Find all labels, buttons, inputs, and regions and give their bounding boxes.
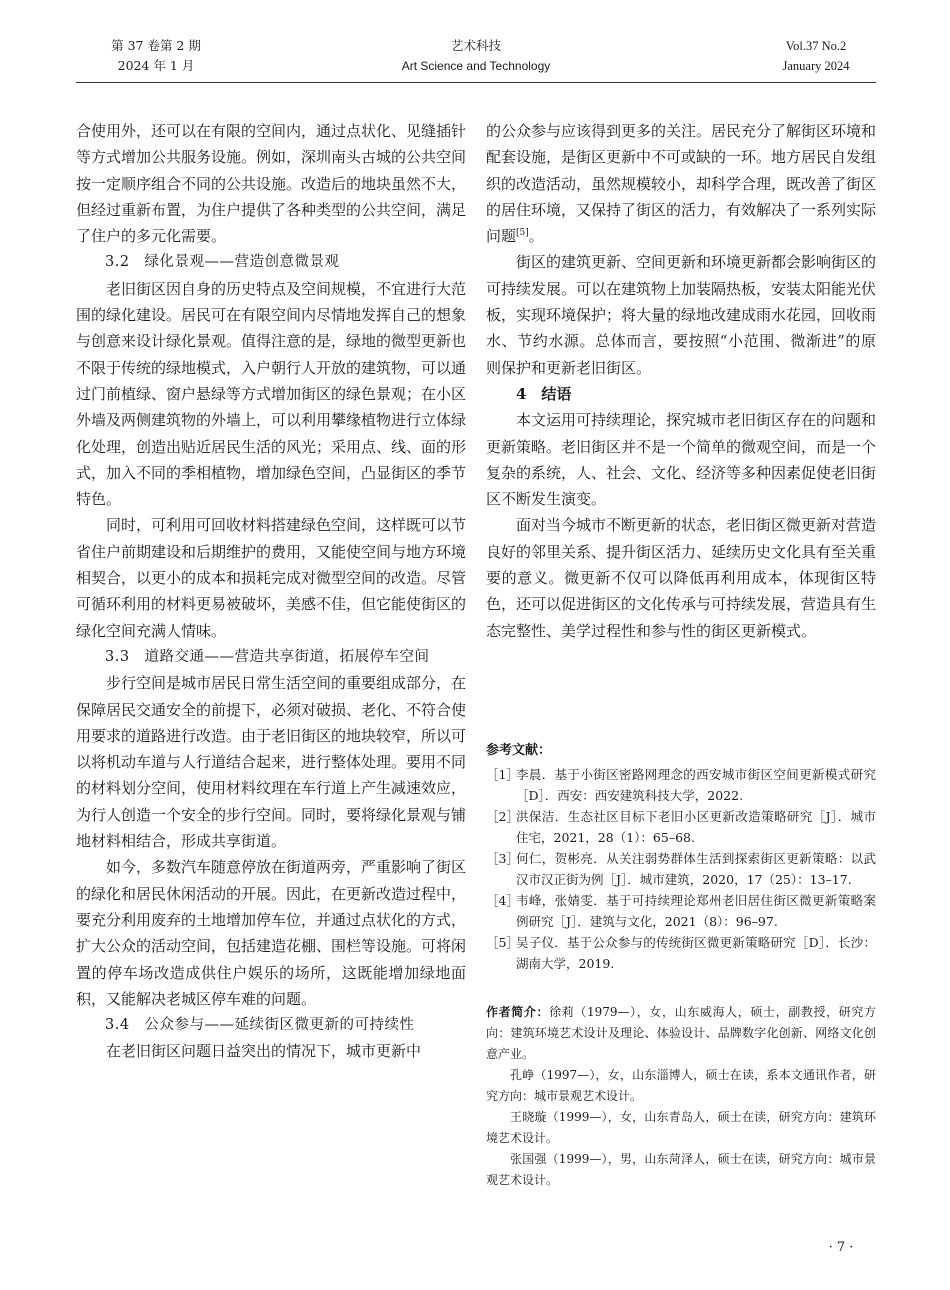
section-heading-3-2: 3.2 绿化景观——营造创意微景观 (105, 254, 340, 271)
reference-number: ［3］ (486, 851, 519, 866)
paragraph: 同时，可利用可回收材料搭建绿色空间，这样既可以节省住户前期建设和后期维护的费用，又能使空间与地方环境相契合，以更小的成本和损耗完成对微型空间的改造。尽管可循环利用的材料更易被破坏，美感不佳，但它能使街区的绿化空间充满人情味。 (76, 516, 467, 640)
reference-text: 洪保洁．生态社区目标下老旧小区更新改造策略研究［J］．城市住宅，2021，28（1）：65–68. (516, 809, 876, 845)
issue-date: 2024 年 1 月 (117, 58, 195, 73)
paragraph: 本文运用可持续理论，探究城市老旧街区存在的问题和更新策略。老旧街区并不是一个简单的微观空间，而是一个复杂的系统，人、社会、文化、经济等多种因素促使老旧街区不断发生演变。 (486, 411, 877, 509)
author-bio-text: 徐莉（1979—），女，山东威海人，硕士，副教授，研究方向：建筑环境艺术设计及理论、体验设计、品牌数字化创新、网络文化创意产业。 (486, 1005, 876, 1061)
author-bio-entry: 张国强（1999—），男，山东菏泽人，硕士在读，研究方向：城市景观艺术设计。 (486, 1152, 876, 1187)
references-title: 参考文献： (486, 743, 552, 758)
citation-link[interactable]: [5] (516, 228, 529, 239)
paragraph: 合使用外，还可以在有限的空间内，通过点状化、见缝插针等方式增加公共服务设施。例如，深圳南头古城的公共空间按一定顺序组合不同的公共设施。改造后的地块虽然不大，但经过重新布置，为住户提供了各种类型的公共空间，满足了住户的多元化需要。 (76, 122, 467, 246)
reference-item (486, 848, 876, 890)
paragraph-text: 的公众参与应该得到更多的关注。居民充分了解街区环境和配套设施，是街区更新中不可或缺的一环。地方居民自发组织的改造活动，虽然规模较小，却科学合理，既改善了街区的居住环境，又保持了街区的活力，有效解决了一系列实际问题 (486, 122, 877, 246)
paragraph: 在老旧街区问题日益突出的情况下，城市更新中 (106, 1042, 422, 1061)
left-column (76, 118, 466, 1065)
reference-text: 韦峰，张婧雯．基于可持续理论郑州老旧居住街区微更新策略案例研究［J］．建筑与文化，2021（8）：96–97. (516, 893, 876, 929)
author-bio-label: 作者简介： (486, 1005, 550, 1019)
journal-title (376, 36, 576, 76)
running-header (76, 36, 876, 80)
date-en: January 2024 (782, 59, 850, 73)
reference-item (486, 764, 876, 806)
section-heading-4: 4 结语 (516, 384, 572, 403)
paragraph: 老旧街区因自身的历史特点及空间规模，不宜进行大范围的绿化建设。居民可在有限空间内尽情地发挥自己的想象与创意来设计绿化景观。值得注意的是，绿地的微型更新也不限于传统的绿地模式，入户朝行人开放的建筑物，可以通过门前植绿、窗户悬绿等方式增加街区的绿色景观；在小区外墙及两侧建筑物的外墙上，可以利用攀缘植物进行立体绿化处理，创造出贴近居民生活的风光；采用点、线、面的形式，加入不同的季相植物，增加绿色空间，凸显街区的季节特色。 (76, 279, 467, 509)
volume-issue: 第 37 卷第 2 期 (111, 38, 201, 53)
reference-item (486, 932, 876, 974)
right-column (486, 118, 876, 644)
reference-text: 李晨．基于小街区密路网理念的西安城市街区空间更新模式研究［D］．西安：西安建筑科技大学，2022. (516, 767, 876, 803)
paragraph: 如今，多数汽车随意停放在街道两旁，严重影响了街区的绿化和居民休闲活动的开展。因此，在更新改造过程中，要充分利用废弃的土地增加停车位，并通过点状化的方式，扩大公众的活动空间，包括建造花棚、围栏等设施。可将闲置的停车场改造成供住户娱乐的场所，这既能增加绿地面积，又能解决老城区停车难的问题。 (76, 858, 467, 1008)
journal-volume-en (756, 36, 876, 76)
reference-number: ［2］ (486, 809, 519, 824)
reference-text: 何仁，贺彬亮．从关注弱势群体生活到探索街区更新策略：以武汉市汉正街为例［J］．城市建筑，2020，17（25）：13–17. (516, 851, 876, 887)
reference-number: ［5］ (486, 935, 519, 950)
reference-number: ［1］ (486, 767, 519, 782)
paragraph (486, 118, 876, 249)
journal-title-en: Art Science and Technology (401, 59, 551, 73)
page-number: · 7 · (828, 1240, 854, 1255)
header-rule (76, 82, 876, 83)
paragraph-end: 。 (528, 227, 544, 246)
references-section (486, 740, 876, 974)
author-bio (486, 1002, 876, 1191)
author-bio-entry: 孔峥（1997—），女，山东淄博人，硕士在读，系本文通讯作者，研究方向：城市景观艺术设计。 (486, 1068, 876, 1103)
section-heading-3-4: 3.4 公众参与——延续街区微更新的可持续性 (105, 1017, 415, 1034)
paragraph: 步行空间是城市居民日常生活空间的重要组成部分，在保障居民交通安全的前提下，必须对破损、老化、不符合使用要求的道路进行改造。由于老旧街区的地块较窄，所以可以将机动车道与人行道结合起来，进行整体处理。要用不同的材料划分空间，使用材料纹理在车行道上产生减速效应，为行人创造一个安全的步行空间。同时，要将绿化景观与铺地材料相结合，形成共享街道。 (76, 674, 467, 851)
reference-item (486, 806, 876, 848)
reference-number: ［4］ (486, 893, 519, 908)
journal-issue (76, 36, 236, 76)
paragraph: 街区的建筑更新、空间更新和环境更新都会影响街区的可持续发展。可以在建筑物上加装隔热板，安装太阳能光伏板，实现环境保护；将大量的绿地改建成雨水花园，回收雨水、节约水源。总体而言，要按照“小范围、微渐进”的原则保护和更新老旧街区。 (486, 253, 877, 377)
reference-text: 吴子仪．基于公众参与的传统街区微更新策略研究［D］．长沙：湖南大学，2019. (516, 935, 876, 971)
journal-title-cn: 艺术科技 (450, 38, 501, 53)
volume-en: Vol.37 No.2 (785, 39, 847, 53)
section-heading-3-3: 3.3 道路交通——营造共享街道，拓展停车空间 (105, 648, 430, 665)
author-bio-entry (486, 1002, 876, 1065)
paragraph: 面对当今城市不断更新的状态，老旧街区微更新对营造良好的邻里关系、提升街区活力、延续历史文化具有至关重要的意义。微更新不仅可以降低再利用成本，体现街区特色，还可以促进街区的文化传承与可持续发展，营造具有生态完整性、美学过程性和参与性的街区更新模式。 (486, 516, 877, 640)
author-bio-entry: 王晓璇（1999—），女，山东青岛人，硕士在读，研究方向：建筑环境艺术设计。 (486, 1110, 876, 1145)
reference-item (486, 890, 876, 932)
